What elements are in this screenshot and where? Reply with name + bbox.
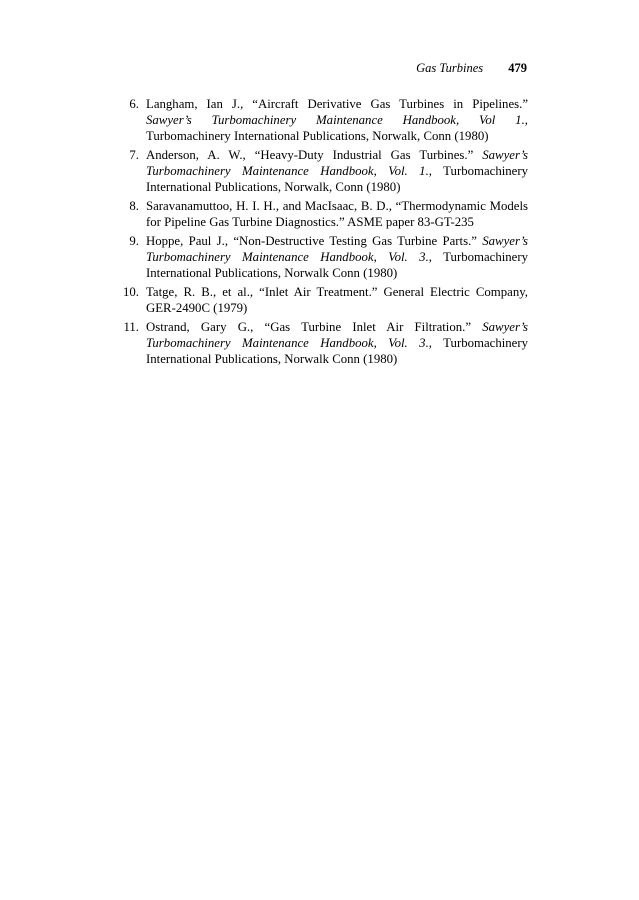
reference-item [108,198,528,230]
reference-source-title: Sawyer’s Turbomachinery Maintenance Handbook, Vol. 3. [146,234,528,264]
reference-text [146,148,528,194]
reference-item [108,319,528,367]
reference-item [108,233,528,281]
reference-number: 8. [129,199,139,213]
reference-number: 6. [129,97,139,111]
reference-item [108,96,528,144]
running-title: Gas Turbines [416,61,484,75]
reference-text-segment: Langham, Ian J., “Aircraft Derivative Gas Turbines in Pipelines.” [146,97,528,111]
reference-source-title: Sawyer’s Turbomachinery Maintenance Handbook, Vol 1. [146,113,525,127]
reference-text-segment: , Turbomachinery International Publications, Norwalk, Conn (1980) [146,164,529,194]
reference-text [146,285,528,315]
reference-number: 10. [123,285,139,299]
reference-text-segment: Tatge, R. B., et al., “Inlet Air Treatment.” General Electric Company, GER-2490C (1979) [146,285,528,315]
reference-number: 11. [123,320,139,334]
reference-text [146,97,528,143]
reference-text [146,320,528,366]
reference-number: 7. [129,148,139,162]
running-header [120,61,527,76]
reference-text-segment: Hoppe, Paul J., “Non-Destructive Testing Gas Turbine Parts.” [146,234,483,248]
reference-text [146,199,528,229]
reference-source-title: Sawyer’s Turbomachinery Maintenance Handbook, Vol. 1. [146,148,528,178]
reference-text-segment: , Turbomachinery International Publications, Norwalk Conn (1980) [146,336,529,366]
reference-text-segment: Anderson, A. W., “Heavy-Duty Industrial Gas Turbines.” [146,148,483,162]
page-number: 479 [508,61,527,75]
reference-text [146,234,528,280]
reference-text-segment: , Turbomachinery International Publications, Norwalk Conn (1980) [146,250,529,280]
reference-item [108,147,528,195]
reference-text-segment: , Turbomachinery International Publications, Norwalk, Conn (1980) [146,113,528,143]
reference-number: 9. [129,234,139,248]
reference-list [108,96,528,370]
reference-text-segment: Ostrand, Gary G., “Gas Turbine Inlet Air Filtration.” [146,320,483,334]
reference-item [108,284,528,316]
reference-source-title: Sawyer’s Turbomachinery Maintenance Handbook, Vol. 3. [146,320,528,350]
reference-text-segment: Saravanamuttoo, H. I. H., and MacIsaac, B. D., “Thermodynamic Models for Pipeline Gas Turbine Diagnostics.” ASME paper 83-GT-235 [146,199,528,229]
